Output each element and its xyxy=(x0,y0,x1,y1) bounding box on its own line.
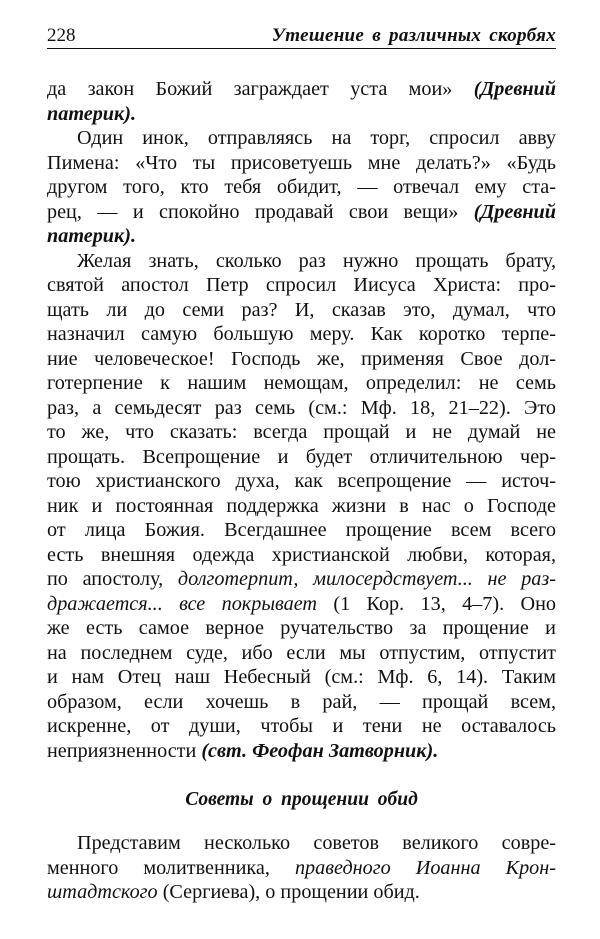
text-run: ние человеческое! Господь же, применяя Свое дол- xyxy=(47,347,556,370)
emphasis-text: праведного Иоанна Крон- xyxy=(294,856,557,879)
text-line xyxy=(47,641,556,666)
running-title: Утешение в различных скорбях xyxy=(271,25,556,46)
text-line xyxy=(47,151,556,176)
text-line xyxy=(47,77,556,102)
text-run: по апостолу, xyxy=(47,568,178,590)
text-line xyxy=(47,322,556,347)
text-line xyxy=(47,371,556,396)
text-run: Один инок, отправляясь на торг, спросил авву xyxy=(77,127,556,149)
text-run: же есть самое верное ручательство за прощение и xyxy=(47,617,556,639)
emphasis-text: (Древний xyxy=(473,200,556,223)
text-line xyxy=(47,469,556,494)
emphasis-text: штадтского xyxy=(47,881,158,903)
text-run: Представим несколько советов великого совре- xyxy=(77,832,556,854)
text-run: прощать. Всепрощение и будет отличительною чер- xyxy=(47,445,556,468)
text-run: есть внешняя одежда христианской любви, которая, xyxy=(47,543,556,566)
text-run: другом того, кто тебя обидит, — отвечал ему ста- xyxy=(47,176,556,198)
main-text xyxy=(47,77,556,763)
text-run: рец, — и спокойно продавай свои вещи» xyxy=(47,200,474,223)
text-line xyxy=(47,518,556,543)
text-line xyxy=(47,175,556,200)
text-line xyxy=(47,224,556,249)
paragraph xyxy=(47,77,556,126)
text-run: раз, а семьдесят раз семь (см.: Мф. 18, 21–22). Это xyxy=(47,396,556,419)
emphasis-text: патерик). xyxy=(47,102,137,125)
text-line xyxy=(47,445,556,470)
emphasis-text: дражается... все покрывает xyxy=(47,592,317,615)
text-run: щать ли до семи раз? И, сказав это, думал, что xyxy=(47,298,556,321)
text-line xyxy=(47,249,556,274)
text-run: образом, если хочешь в рай, — прощай всем, xyxy=(47,690,556,713)
paragraph xyxy=(47,831,556,905)
text-run: на последнем суде, ибо если мы отпустим, отпустит xyxy=(47,641,556,664)
text-line xyxy=(47,420,556,445)
text-line xyxy=(47,665,556,690)
text-line xyxy=(47,102,556,127)
page-number: 228 xyxy=(47,25,76,46)
running-header xyxy=(47,22,556,49)
text-line xyxy=(47,200,556,225)
text-line xyxy=(47,347,556,372)
text-run: ник и постоянная поддержка жизни в нас о Господе xyxy=(47,494,556,517)
text-run: (1 Кор. 13, 4–7). Оно xyxy=(317,592,556,615)
text-line xyxy=(47,396,556,421)
text-run: (Сергиева), о прощении обид. xyxy=(157,881,420,903)
text-run: искренне, от души, чтобы и тени не оставалось xyxy=(47,715,556,737)
text-run: назначил самую большую меру. Как коротко терпе- xyxy=(47,323,556,345)
section-heading: Советы о прощении обид xyxy=(185,789,418,810)
text-run: от лица Божия. Всегдашнее прощение всем всего xyxy=(47,519,556,541)
text-line xyxy=(47,298,556,323)
paragraph xyxy=(47,249,556,764)
text-run: да закон Божий заграждает уста мои» xyxy=(47,78,474,100)
text-line xyxy=(47,714,556,739)
text-line xyxy=(47,690,556,715)
emphasis-text: (Древний xyxy=(473,78,556,100)
text-line xyxy=(47,494,556,519)
emphasis-text: патерик). xyxy=(47,225,137,247)
text-line xyxy=(47,543,556,568)
text-line xyxy=(47,592,556,617)
text-run: святой апостол Петр спросил Иисуса Христа: про- xyxy=(47,274,556,296)
emphasis-text: долготерпит, милосердствует... не раз- xyxy=(177,568,556,590)
text-run: Желая знать, сколько раз нужно прощать брату, xyxy=(77,249,556,272)
text-line xyxy=(47,273,556,298)
text-line xyxy=(47,739,556,764)
text-run: тою христианского духа, как всепрощение — источ- xyxy=(47,470,556,492)
text-run: Пимена: «Что ты присоветуешь мне делать?» «Будь xyxy=(47,151,556,174)
text-run: готерпение к нашим немощам, определил: не семь xyxy=(47,372,556,394)
section-text xyxy=(47,831,556,905)
text-line xyxy=(47,880,556,905)
paragraph xyxy=(47,126,556,249)
text-line xyxy=(47,831,556,856)
text-run: то же, что сказать: всегда прощай и не думай не xyxy=(47,421,556,443)
text-line xyxy=(47,616,556,641)
text-line xyxy=(47,856,556,881)
text-run: менного молитвенника, xyxy=(47,856,295,879)
text-run: и нам Отец наш Небесный (см.: Мф. 6, 14). Таким xyxy=(47,666,556,688)
emphasis-text: (свт. Феофан Затворник). xyxy=(201,739,439,762)
text-line xyxy=(47,567,556,592)
text-run: неприязненности xyxy=(47,739,202,762)
text-line xyxy=(47,126,556,151)
